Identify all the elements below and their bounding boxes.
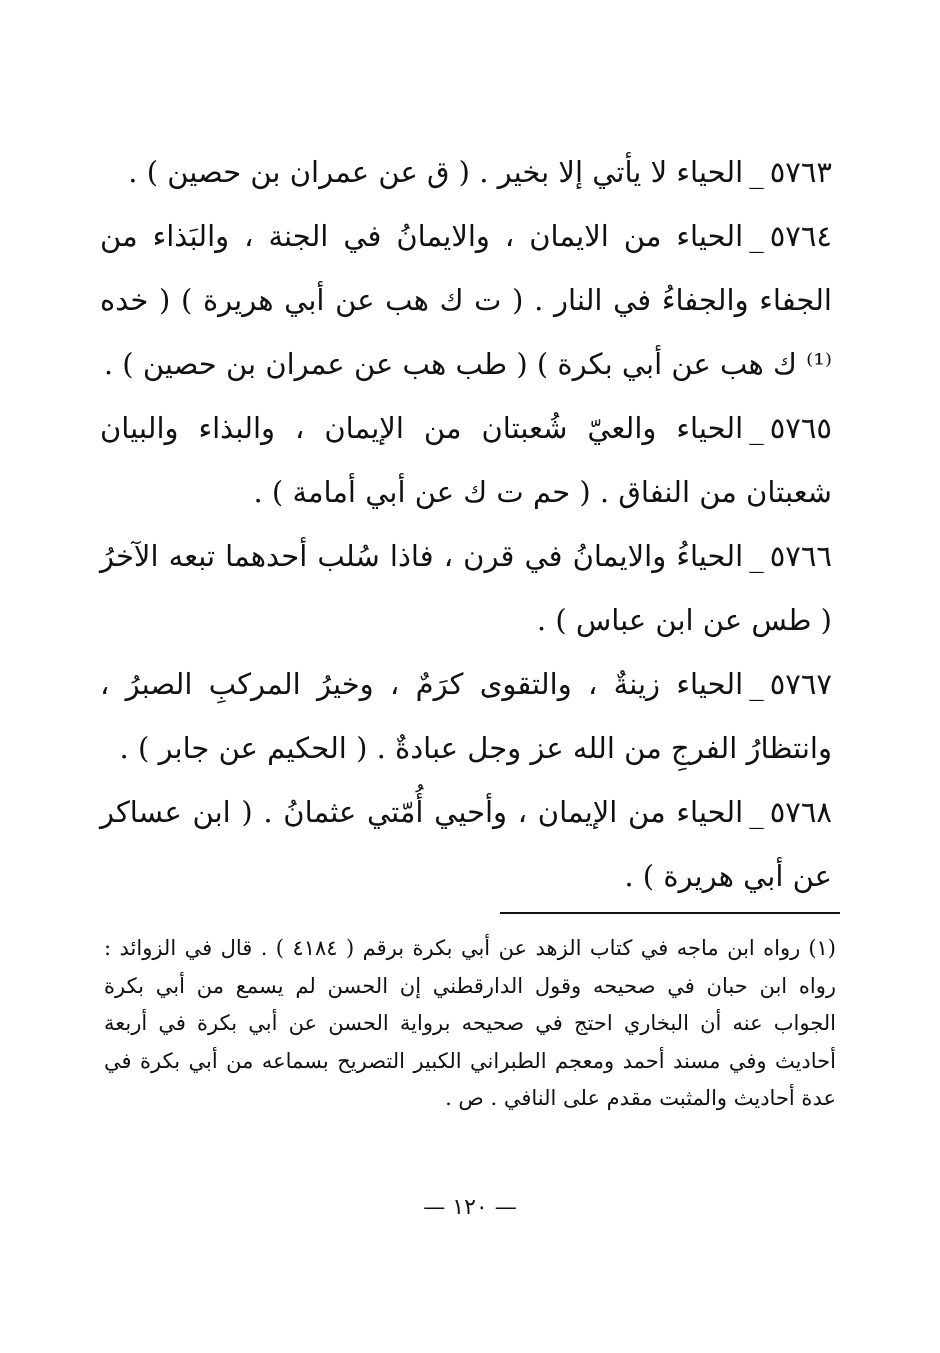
hadith-text: الحياءُ والايمانُ في قرن ، فاذا سُلب أحدهما تبعه الآخرُ ( طس عن ابن عباس ) . — [100, 539, 832, 637]
entry-dash: _ — [749, 667, 764, 701]
hadith-text: الحياء من الايمان ، والايمانُ في الجنة ، والبَذاء من الجفاء والجفاءُ في النار . ( ت ك هب عن أبي هريرة ) ( خده ⁽¹⁾ ك هب عن أبي بكرة ) ( طب هب عن عمران بن حصين ) . — [100, 219, 832, 381]
page-number: — ١٢٠ — — [423, 1195, 517, 1220]
hadith-number: ٥٧٦٨ — [769, 795, 832, 829]
hadith-entry — [100, 204, 832, 396]
entry-dash: _ — [749, 411, 764, 445]
hadith-entry — [100, 396, 832, 524]
footnote — [104, 930, 836, 1118]
hadith-number: ٥٧٦٧ — [769, 667, 832, 701]
hadith-number: ٥٧٦٥ — [769, 411, 832, 445]
hadith-number: ٥٧٦٤ — [769, 219, 832, 253]
entry-dash: _ — [749, 155, 764, 189]
entry-dash: _ — [749, 795, 764, 829]
hadith-entry — [100, 140, 832, 204]
footnote-separator — [500, 912, 840, 914]
hadith-number: ٥٧٦٦ — [769, 539, 832, 573]
hadith-entry — [100, 652, 832, 780]
hadith-number: ٥٧٦٣ — [769, 155, 832, 189]
hadith-entry — [100, 524, 832, 652]
hadith-text: الحياء زينةٌ ، والتقوى كرَمٌ ، وخيرُ المركبِ الصبرُ ، وانتظارُ الفرجِ من الله عز وجل عبادةٌ . ( الحكيم عن جابر ) . — [100, 667, 832, 765]
entry-dash: _ — [749, 219, 764, 253]
footnotes — [104, 930, 836, 1118]
hadith-list — [100, 140, 832, 908]
entry-dash: _ — [749, 539, 764, 573]
footnote-text: رواه ابن ماجه في كتاب الزهد عن أبي بكرة برقم ( ٤١٨٤ ) . قال في الزوائد : رواه ابن حبان في صحيحه وقول الدارقطني إن الحسن لم يسمع من أبي بكرة الجواب عنه أن البخاري احتج في صحيحه برواية الحسن عن أبي بكرة في أربعة أحاديث وفي مسند أحمد ومعجم الطبراني الكبير التصريح بسماعه من أبي بكرة في عدة أحاديث والمثبت مقدم على النافي . ص . — [104, 936, 836, 1110]
hadith-text: الحياء لا يأتي إلا بخير . ( ق عن عمران بن حصين ) . — [128, 155, 744, 189]
hadith-text: الحياء من الإيمان ، وأحيي أُمّتي عثمانُ . ( ابن عساكر عن أبي هريرة ) . — [100, 795, 832, 893]
footnote-marker: (١) — [808, 936, 836, 960]
hadith-entry — [100, 780, 832, 908]
hadith-text: الحياء والعيّ شُعبتان من الإيمان ، والبذاء والبيان شعبتان من النفاق . ( حم ت ك عن أبي أمامة ) . — [100, 411, 832, 509]
